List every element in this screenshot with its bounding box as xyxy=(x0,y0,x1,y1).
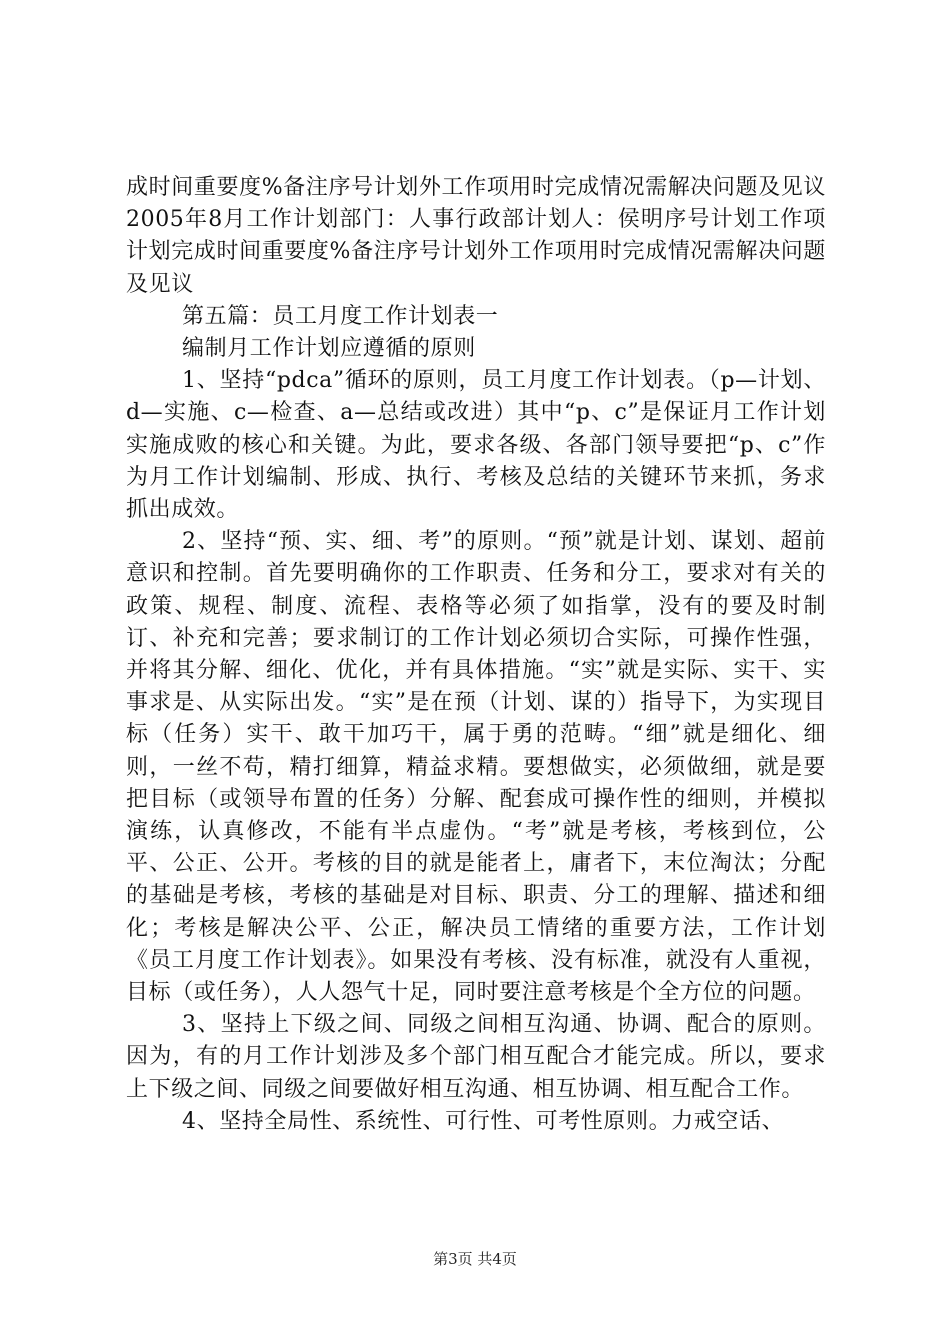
paragraph-principle-2: 2、坚持“预、实、细、考”的原则。“预”就是计划、谋划、超前意识和控制。首先要明确你的工作职责、任务和分工，要求对有关的政策、规程、制度、流程、表格等必须了如指掌，没有的要及时制订、补充和完善；要求制订的工作计划必须切合实际，可操作性强，并将其分解、细化、优化，并有具体措施。“实”就是实际、实干、实事求是、从实际出发。“实”是在预（计划、谋的）指导下，为实现目标（任务）实干、敢干加巧干，属于勇的范畴。“细”就是细化、细则，一丝不苟，精打细算，精益求精。要想做实，必须做细，就是要把目标（或领导布置的任务）分解、配套成可操作性的细则，并模拟演练，认真修改，不能有半点虚伪。“考”就是考核，考核到位，公平、公正、公开。考核的目的就是能者上，庸者下，末位淘汰；分配的基础是考核，考核的基础是对目标、职责、分工的理解、描述和细化；考核是解决公平、公正，解决员工情绪的重要方法，工作计划《员工月度工作计划表》。如果没有考核、没有标准，就没有人重视，目标（或任务），人人怨气十足，同时要注意考核是个全方位的问题。 xyxy=(126,529,826,1006)
document-body xyxy=(126,172,826,1138)
page-footer xyxy=(0,1248,950,1269)
subsection-heading: 编制月工作计划应遵循的原则 xyxy=(182,336,476,362)
section-heading: 第五篇：员工月度工作计划表一 xyxy=(182,303,499,329)
page-number-label: 第3页 共4页 xyxy=(433,1250,517,1268)
paragraph-principle-3: 3、坚持上下级之间、同级之间相互沟通、协调、配合的原则。因为，有的月工作计划涉及多个部门相互配合才能完成。所以，要求上下级之间、同级之间要做好相互沟通、相互协调、相互配合工作。 xyxy=(126,1012,826,1102)
paragraph-principle-1: 1、坚持“pdca”循环的原则，员工月度工作计划表。（p—计划、d—实施、c—检查、a—总结或改进）其中“p、c”是保证月工作计划实施成败的核心和关键。为此，要求各级、各部门领导要把“p、c”作为月工作计划编制、形成、执行、考核及总结的关键环节来抓，务求抓出成效。 xyxy=(126,368,826,523)
paragraph-principle-4: 4、坚持全局性、系统性、可行性、可考性原则。力戒空话、 xyxy=(182,1108,785,1134)
paragraph-table-remnant: 成时间重要度%备注序号计划外工作项用时完成情况需解决问题及见议2005年8月工作计划部门：人事行政部计划人：侯明序号计划工作项计划完成时间重要度%备注序号计划外工作项用时完成情况需解决问题及见议 xyxy=(126,175,826,297)
